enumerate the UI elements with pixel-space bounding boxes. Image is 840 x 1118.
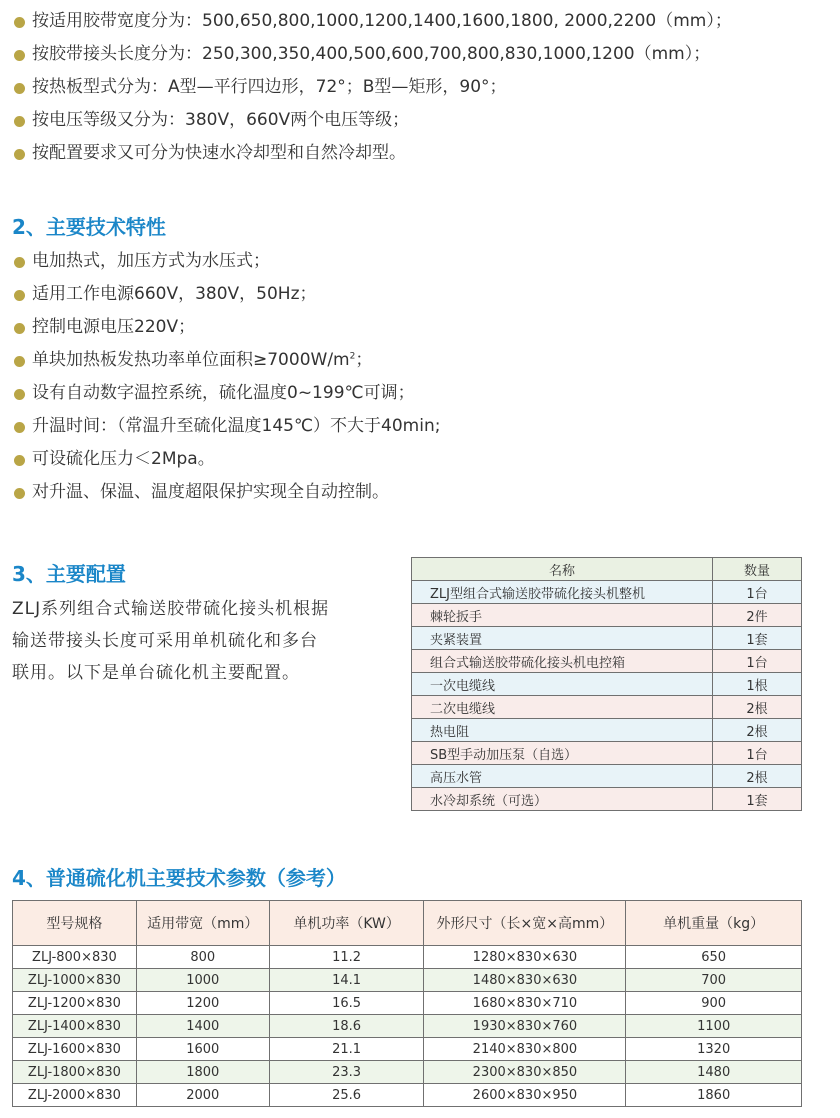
bullet-icon bbox=[14, 389, 25, 400]
table-cell: 1台 bbox=[713, 742, 802, 765]
table-cell: 2300×830×850 bbox=[424, 1061, 626, 1084]
table-row bbox=[13, 946, 802, 969]
list-item: 按胶带接头长度分为：250,300,350,400,500,600,700,800,830,1000,1200（mm）； bbox=[12, 38, 732, 71]
table-cell: 25.6 bbox=[269, 1084, 424, 1107]
table-row bbox=[412, 719, 802, 742]
table-cell: 热电阻 bbox=[412, 719, 713, 742]
table-cell: 2140×830×800 bbox=[424, 1038, 626, 1061]
bullet-icon bbox=[14, 149, 25, 160]
table-cell: 1800 bbox=[136, 1061, 269, 1084]
section4-title: 4、普通硫化机主要技术参数（参考） bbox=[12, 866, 346, 890]
table-row bbox=[412, 581, 802, 604]
list-item: 设有自动数字温控系统，硫化温度0~199℃可调； bbox=[12, 377, 440, 410]
bullet-icon bbox=[14, 83, 25, 94]
section2-title: 2、主要技术特性 bbox=[12, 215, 166, 239]
table-cell: ZLJ-1600×830 bbox=[13, 1038, 137, 1061]
bullet-icon bbox=[14, 50, 25, 61]
table-cell: ZLJ-1800×830 bbox=[13, 1061, 137, 1084]
table-cell: 650 bbox=[626, 946, 802, 969]
table-row bbox=[412, 788, 802, 811]
bullet-icon bbox=[14, 356, 25, 367]
table-cell: 16.5 bbox=[269, 992, 424, 1015]
bullet-icon bbox=[14, 17, 25, 28]
table-cell: ZLJ-1400×830 bbox=[13, 1015, 137, 1038]
column-header: 型号规格 bbox=[13, 901, 137, 946]
table-row bbox=[412, 627, 802, 650]
table-row bbox=[13, 1038, 802, 1061]
column-header: 外形尺寸（长×宽×高mm） bbox=[424, 901, 626, 946]
list-item: 按电压等级又分为：380V，660V两个电压等级； bbox=[12, 104, 732, 137]
table-cell: 1320 bbox=[626, 1038, 802, 1061]
table-cell: 1280×830×630 bbox=[424, 946, 626, 969]
table-cell: 水冷却系统（可选） bbox=[412, 788, 713, 811]
table-cell: ZLJ型组合式输送胶带硫化接头机整机 bbox=[412, 581, 713, 604]
table-cell: 1930×830×760 bbox=[424, 1015, 626, 1038]
list-item: 控制电源电压220V； bbox=[12, 311, 440, 344]
list-item: 升温时间：（常温升至硫化温度145℃）不大于40min; bbox=[12, 410, 440, 443]
table-cell: 1台 bbox=[713, 650, 802, 673]
spec-table bbox=[12, 900, 802, 1107]
config-table bbox=[411, 557, 802, 811]
list-item: 电加热式，加压方式为水压式； bbox=[12, 245, 440, 278]
table-cell: 高压水管 bbox=[412, 765, 713, 788]
table-cell: 2600×830×950 bbox=[424, 1084, 626, 1107]
list-item: 对升温、保温、温度超限保护实现全自动控制。 bbox=[12, 476, 440, 509]
list-item: 可设硫化压力＜2Mpa。 bbox=[12, 443, 440, 476]
intro-list bbox=[12, 5, 732, 170]
table-cell: 二次电缆线 bbox=[412, 696, 713, 719]
bullet-icon bbox=[14, 290, 25, 301]
table-cell: 1台 bbox=[713, 581, 802, 604]
list-item: 按热板型式分为：A型—平行四边形，72°；B型—矩形，90°； bbox=[12, 71, 732, 104]
column-header: 单机重量（kg） bbox=[626, 901, 802, 946]
table-cell: 21.1 bbox=[269, 1038, 424, 1061]
column-header: 适用带宽（mm） bbox=[136, 901, 269, 946]
table-cell: 18.6 bbox=[269, 1015, 424, 1038]
list-item: 按配置要求又可分为快速水冷却型和自然冷却型。 bbox=[12, 137, 732, 170]
table-cell: 1100 bbox=[626, 1015, 802, 1038]
table-cell: 800 bbox=[136, 946, 269, 969]
table-cell: 900 bbox=[626, 992, 802, 1015]
list-item: 适用工作电源660V，380V，50Hz； bbox=[12, 278, 440, 311]
table-cell: 2000 bbox=[136, 1084, 269, 1107]
table-cell: 1套 bbox=[713, 788, 802, 811]
column-header: 名称 bbox=[412, 558, 713, 581]
table-row bbox=[412, 673, 802, 696]
bullet-icon bbox=[14, 323, 25, 334]
table-cell: 1860 bbox=[626, 1084, 802, 1107]
table-cell: 1套 bbox=[713, 627, 802, 650]
table-row bbox=[13, 1084, 802, 1107]
table-cell: ZLJ-1000×830 bbox=[13, 969, 137, 992]
table-cell: 11.2 bbox=[269, 946, 424, 969]
table-row bbox=[13, 1061, 802, 1084]
table-cell: 1200 bbox=[136, 992, 269, 1015]
bullet-icon bbox=[14, 257, 25, 268]
table-cell: 14.1 bbox=[269, 969, 424, 992]
table-cell: 1480×830×630 bbox=[424, 969, 626, 992]
column-header: 单机功率（KW） bbox=[269, 901, 424, 946]
table-row bbox=[13, 969, 802, 992]
table-cell: 1400 bbox=[136, 1015, 269, 1038]
features-list bbox=[12, 245, 440, 509]
table-cell: 组合式输送胶带硫化接头机电控箱 bbox=[412, 650, 713, 673]
bullet-icon bbox=[14, 455, 25, 466]
table-cell: 1680×830×710 bbox=[424, 992, 626, 1015]
table-cell: ZLJ-800×830 bbox=[13, 946, 137, 969]
table-cell: 棘轮扳手 bbox=[412, 604, 713, 627]
bullet-icon bbox=[14, 422, 25, 433]
column-header: 数量 bbox=[713, 558, 802, 581]
table-cell: 1000 bbox=[136, 969, 269, 992]
list-item: 按适用胶带宽度分为：500,650,800,1000,1200,1400,1600,1800, 2000,2200（mm）； bbox=[12, 5, 732, 38]
config-description: ZLJ系列组合式输送胶带硫化接头机根据 输送带接头长度可采用单机硫化和多台 联用。以下是单台硫化机主要配置。 bbox=[12, 599, 330, 683]
table-cell: 2根 bbox=[713, 696, 802, 719]
list-item: 单块加热板发热功率单位面积$\ge 7000W/m^2$； bbox=[12, 344, 440, 377]
table-row bbox=[412, 742, 802, 765]
section3-title: 3、主要配置 bbox=[12, 562, 126, 586]
table-row bbox=[412, 696, 802, 719]
table-cell: 2根 bbox=[713, 719, 802, 742]
table-cell: 2件 bbox=[713, 604, 802, 627]
table-cell: 1480 bbox=[626, 1061, 802, 1084]
table-cell: 夹紧装置 bbox=[412, 627, 713, 650]
table-cell: 1600 bbox=[136, 1038, 269, 1061]
table-row bbox=[412, 765, 802, 788]
superscript: 2 bbox=[349, 351, 356, 362]
table-cell: SB型手动加压泵（自选） bbox=[412, 742, 713, 765]
bullet-icon bbox=[14, 116, 25, 127]
table-cell: 23.3 bbox=[269, 1061, 424, 1084]
bullet-icon bbox=[14, 488, 25, 499]
table-row bbox=[13, 1015, 802, 1038]
table-cell: ZLJ-1200×830 bbox=[13, 992, 137, 1015]
table-cell: ZLJ-2000×830 bbox=[13, 1084, 137, 1107]
table-cell: 1根 bbox=[713, 673, 802, 696]
table-row bbox=[13, 992, 802, 1015]
table-header-row bbox=[412, 558, 802, 581]
table-row bbox=[412, 650, 802, 673]
table-header-row bbox=[13, 901, 802, 946]
table-cell: 一次电缆线 bbox=[412, 673, 713, 696]
table-cell: 700 bbox=[626, 969, 802, 992]
table-row bbox=[412, 604, 802, 627]
table-cell: 2根 bbox=[713, 765, 802, 788]
